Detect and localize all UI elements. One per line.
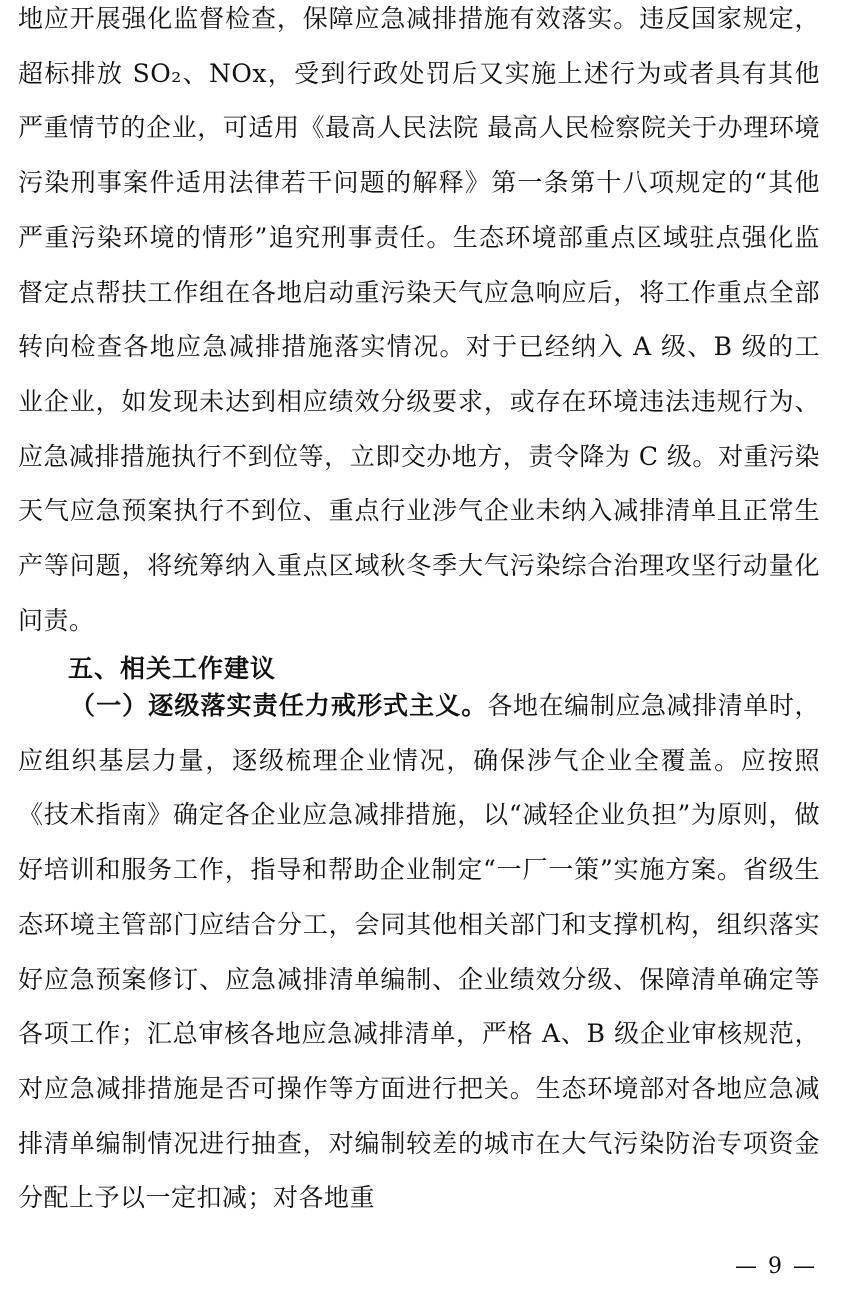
body-paragraph-enforcement: 地应开展强化监督检查，保障应急减排措施有效落实。违反国家规定，超标排放 SO₂、NOx，受到行政处罚后又实施上述行为或者具有其他严重情节的企业，可适用《最高人民法院 最高人民检察院关于办理环境污染刑事案件适用法律若干问题的解释》第一条第十八项规定的“其他严重污染环境的情形”追究刑事责任。生态环境部重点区域驻点强化监督定点帮扶工作组在各地启动重污染天气应急响应后，将工作重点全部转向检查各地应急减排措施落实情况。对于已经纳入 A 级、B 级的工业企业，如发现未达到相应绩效分级要求，或存在环境违法违规行为、应急减排措施执行不到位等，立即交办地方，责令降为 C 级。对重污染天气应急预案执行不到位、重点行业涉气企业未纳入减排清单且正常生产等问题，将统筹纳入重点区域秋冬季大气污染综合治理攻坚行动量化问责。 (18, 4, 820, 635)
page-number: — 9 — (735, 1254, 817, 1279)
body-paragraph-recommendation-1 (18, 679, 820, 1226)
subsection-body: 各地在编制应急减排清单时，应组织基层力量，逐级梳理企业情况，确保涉气企业全覆盖。应按照《技术指南》确定各企业应急减排措施，以“减轻企业负担”为原则，做好培训和服务工作，指导和帮助企业制定“一厂一策”实施方案。省级生态环境主管部门应结合分工，会同其他相关部门和支撑机构，组织落实好应急预案修订、应急减排清单编制、企业绩效分级、保障清单确定等各项工作；汇总审核各地应急减排清单，严格 A、B 级企业审核规范，对应急减排措施是否可操作等方面进行把关。生态环境部对各地应急减排清单编制情况进行抽查，对编制较差的城市在大气污染防治专项资金分配上予以一定扣减；对各地重 (18, 691, 820, 1213)
subsection-lead: （一）逐级落实责任力戒形式主义。 (70, 691, 488, 720)
section-heading: 五、相关工作建议 (68, 654, 277, 683)
